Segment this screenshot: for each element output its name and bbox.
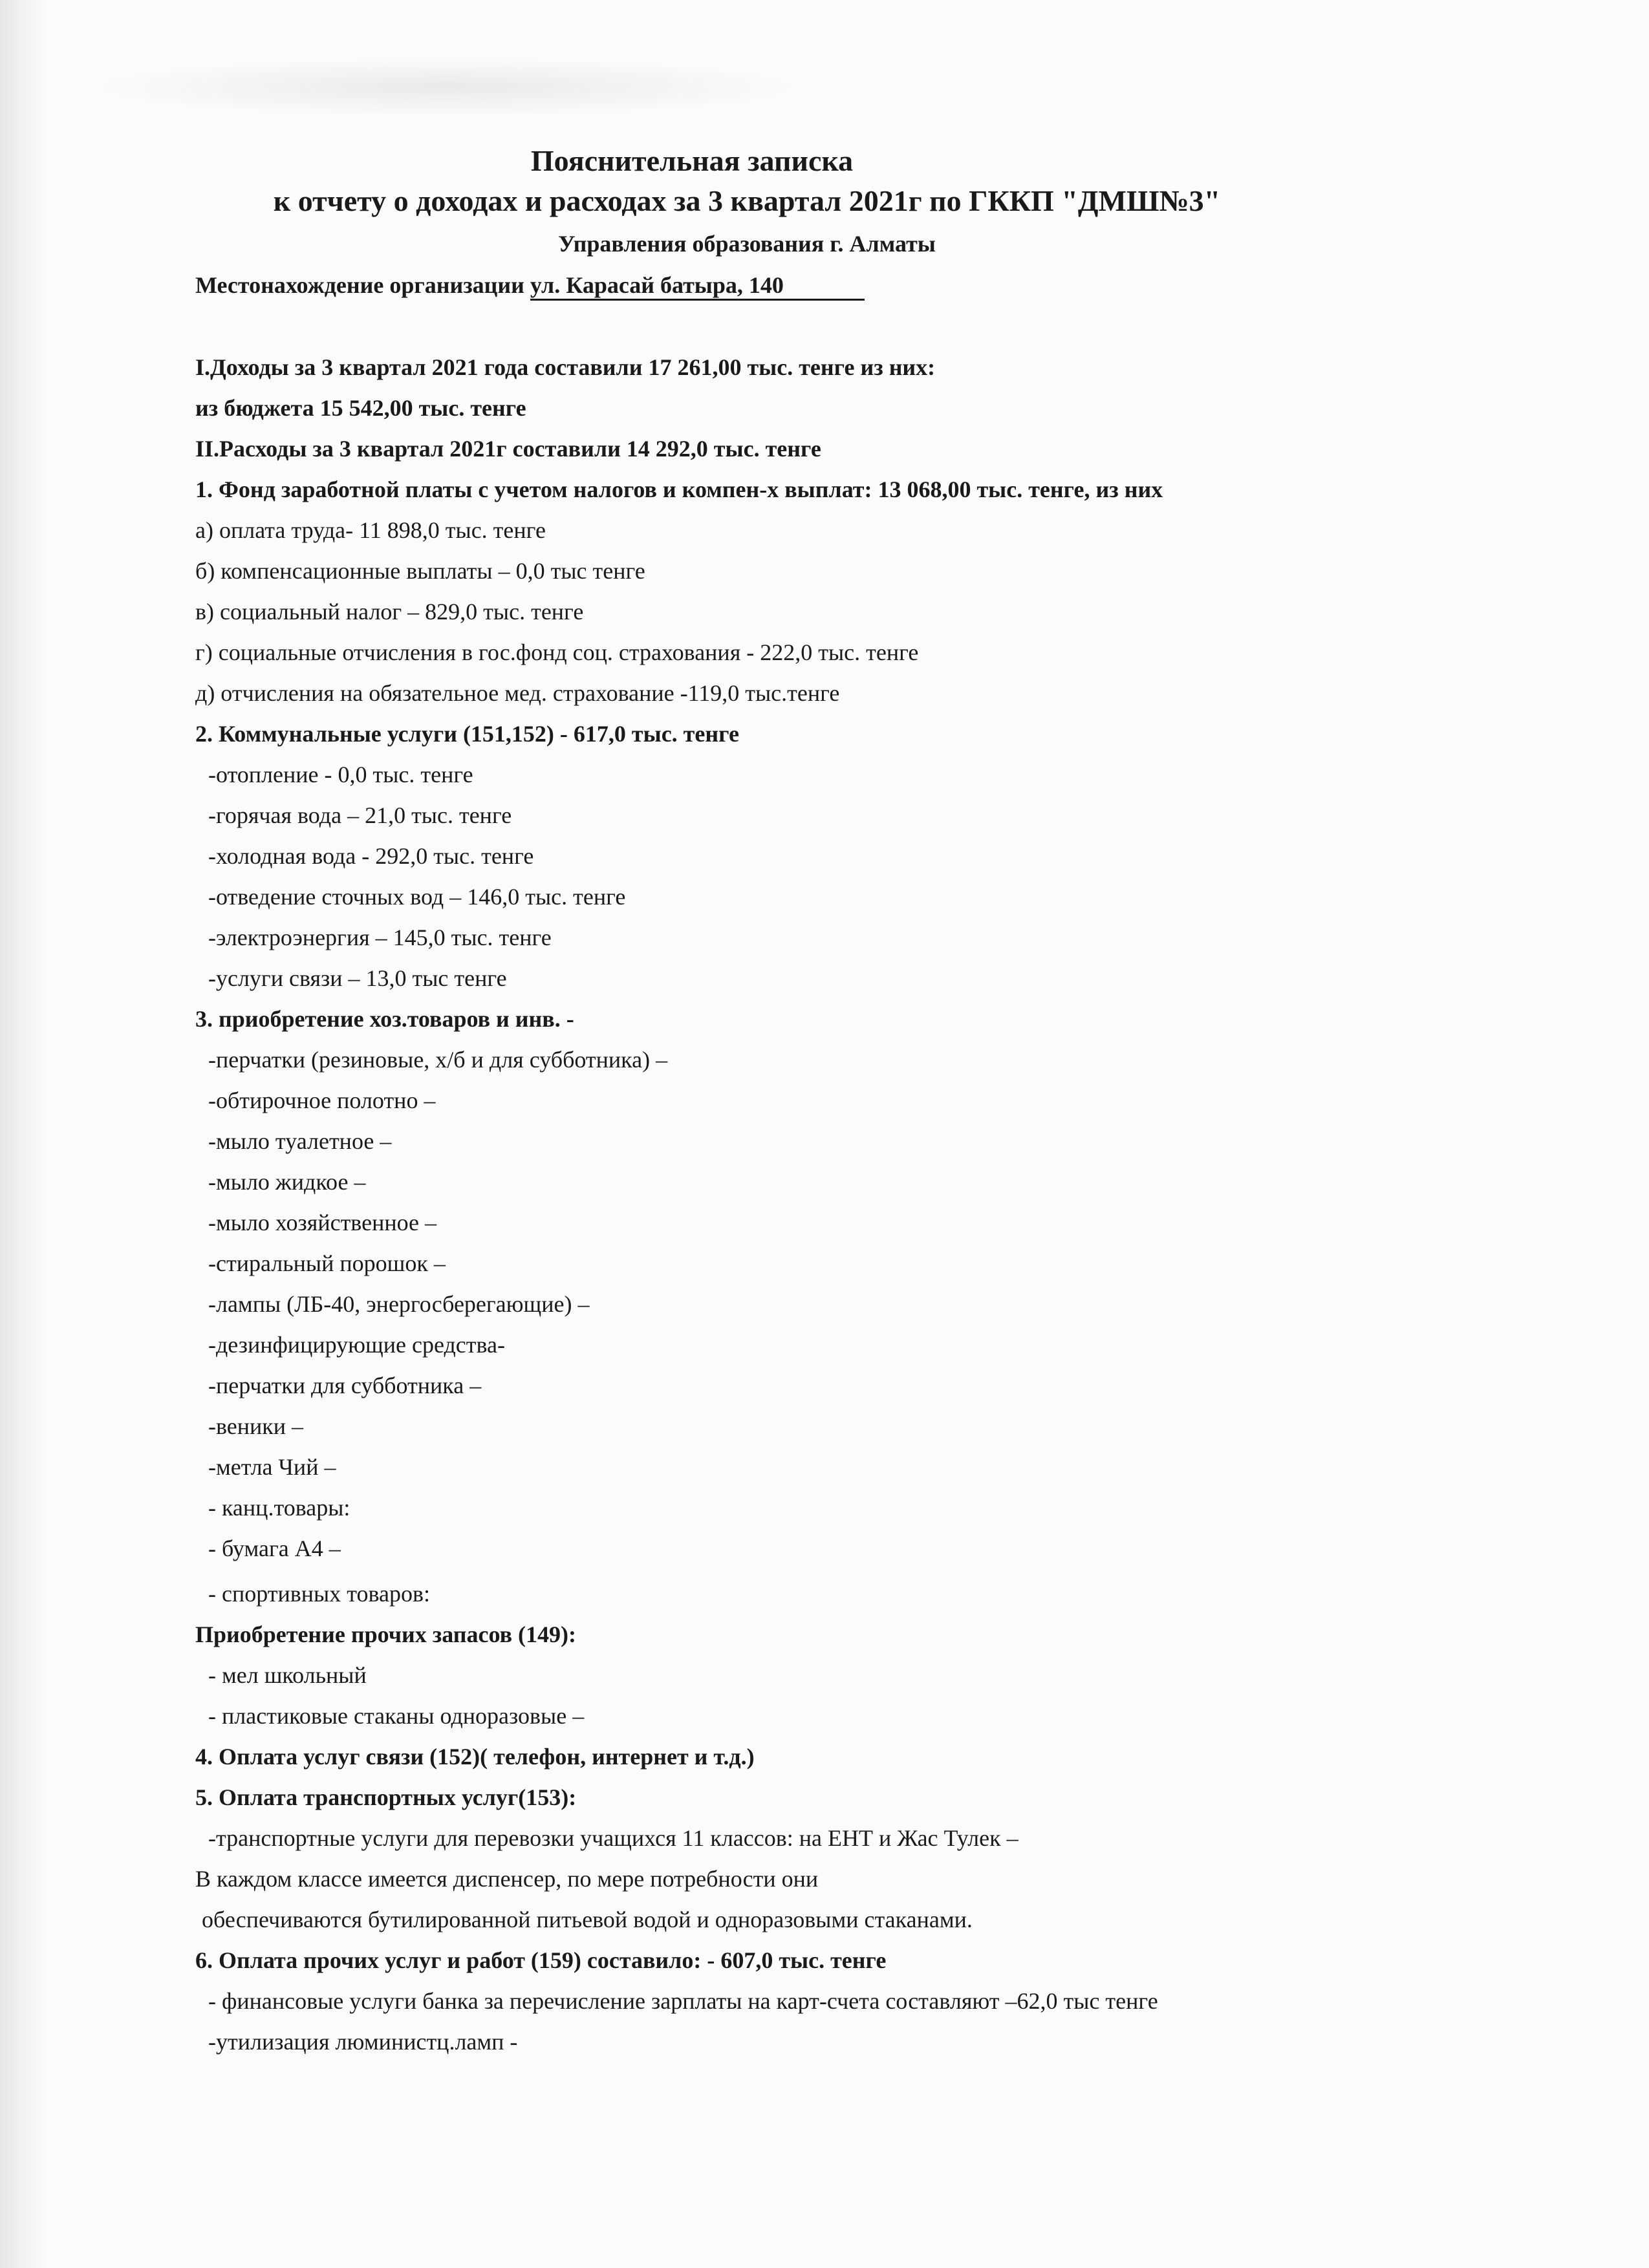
list-item: а) оплата труда- 11 898,0 тыс. тенге <box>195 517 546 543</box>
list-item: -горячая вода – 21,0 тыс. тенге <box>208 802 512 828</box>
list-item: - бумага А4 – <box>208 1535 341 1561</box>
list-item: -метла Чий – <box>208 1454 336 1480</box>
list-item: -мыло жидкое – <box>208 1169 366 1195</box>
list-item: б) компенсационные выплаты – 0,0 тыс тенге <box>195 558 645 584</box>
list-item: -обтирочное полотно – <box>208 1087 436 1113</box>
department-name: Управления образования г. Алматы <box>558 231 936 257</box>
list-item: - спортивных товаров: <box>208 1581 430 1607</box>
list-item: в) социальный налог – 829,0 тыс. тенге <box>195 599 584 625</box>
list-item: -электроэнергия – 145,0 тыс. тенге <box>208 925 552 950</box>
list-item: - мел школьный <box>208 1662 367 1688</box>
section-6-heading: 6. Оплата прочих услуг и работ (159) составило: - 607,0 тыс. тенге <box>195 1947 887 1973</box>
list-item: - канц.товары: <box>208 1495 350 1521</box>
list-item: -лампы (ЛБ-40, энергосберегающие) – <box>208 1291 590 1317</box>
list-item: -утилизация люминистц.ламп - <box>208 2029 518 2055</box>
scan-edge-shadow <box>0 0 45 2268</box>
list-item: г) социальные отчисления в гос.фонд соц. страхования - 222,0 тыс. тенге <box>195 639 919 665</box>
document-title: Пояснительная записка <box>530 144 854 177</box>
section-3-heading: 3. приобретение хоз.товаров и инв. - <box>195 1006 574 1032</box>
list-item: -отопление - 0,0 тыс. тенге <box>208 762 473 787</box>
list-item: д) отчисления на обязательное мед. страхование -119,0 тыс.тенге <box>195 680 840 706</box>
list-item: -транспортные услуги для перевозки учащихся 11 классов: на ЕНТ и Жас Тулек – <box>208 1825 1018 1851</box>
location-label: Местонахождение организации <box>195 272 524 298</box>
section-5-heading: 5. Оплата транспортных услуг(153): <box>195 1784 577 1810</box>
section-1-heading: 1. Фонд заработной платы с учетом налогов и компен-х выплат: 13 068,00 тыс. тенге, из них <box>195 476 1163 502</box>
list-item: -услуги связи – 13,0 тыс тенге <box>208 965 507 991</box>
list-item: -перчатки для субботника – <box>208 1373 482 1398</box>
list-item: -дезинфицирующие средства- <box>208 1332 505 1358</box>
list-item: - пластиковые стаканы одноразовые – <box>208 1703 585 1729</box>
document-subtitle: к отчету о доходах и расходах за 3 квартал 2021г по ГККП "ДМШ№3" <box>273 184 1221 217</box>
list-item: -стиральный порошок – <box>208 1250 446 1276</box>
location-address: ул. Карасай батыра, 140 <box>530 272 865 301</box>
income-budget: из бюджета 15 542,00 тыс. тенге <box>195 395 526 421</box>
income-total: I.Доходы за 3 квартал 2021 года составили 17 261,00 тыс. тенге из них: <box>195 354 936 380</box>
list-item: -веники – <box>208 1413 304 1439</box>
list-item: -мыло хозяйственное – <box>208 1210 437 1236</box>
list-item: - финансовые услуги банка за перечисление зарплаты на карт-счета составляют –62,0 тыс тенге <box>208 1988 1158 2014</box>
expense-total: II.Расходы за 3 квартал 2021г составили 14 292,0 тыс. тенге <box>195 436 821 462</box>
section-4-heading: 4. Оплата услуг связи (152)( телефон, интернет и т.д.) <box>195 1744 755 1770</box>
location-line <box>195 272 865 301</box>
section-2-heading: 2. Коммунальные услуги (151,152) - 617,0 тыс. тенге <box>195 721 739 747</box>
list-item: -мыло туалетное – <box>208 1128 392 1154</box>
list-item: -перчатки (резиновые, х/б и для субботника) – <box>208 1047 668 1073</box>
paragraph-line: В каждом классе имеется диспенсер, по мере потребности они <box>195 1866 819 1892</box>
paragraph-line: обеспечиваются бутилированной питьевой водой и одноразовыми стаканами. <box>202 1907 973 1932</box>
scan-smudge <box>91 58 802 116</box>
list-item: -холодная вода - 292,0 тыс. тенге <box>208 843 534 869</box>
section-other-stock-heading: Приобретение прочих запасов (149): <box>195 1621 576 1647</box>
list-item: -отведение сточных вод – 146,0 тыс. тенге <box>208 884 626 910</box>
